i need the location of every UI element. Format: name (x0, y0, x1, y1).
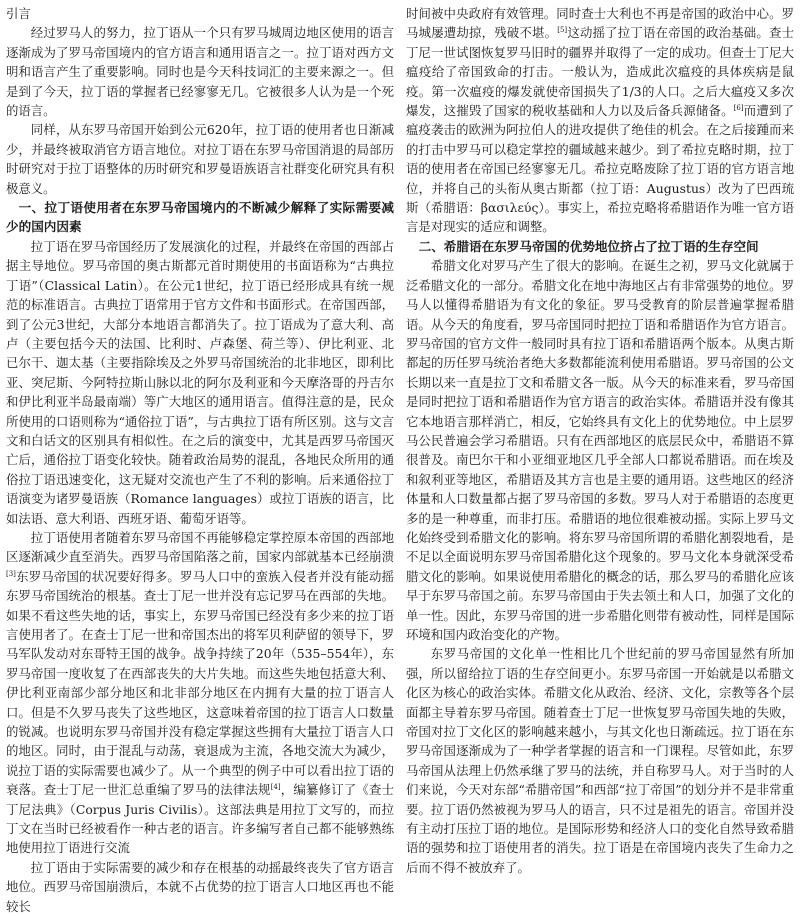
citation-ref-4: [4] (270, 783, 281, 792)
section-2-paragraph-1: 希腊文化对罗马产生了很大的影响。在诞生之初，罗马文化就属于泛希腊文化的一部分。希腊文化在地中海地区占有非常强势的地位。罗马人以懂得希腊语为有文化的象征。罗马受教育的阶层普遍掌握希腊语。从今天的角度看，罗马帝国同时把拉丁语和希腊语作为官方语言。罗马帝国的官方文件一般同时具有拉丁语和希腊语两个版本。从奥古斯都起的历任罗马统治者绝大多数都能流利使用希腊语。罗马帝国的公文长期以来一直是拉丁文和希腊文各一版。从今天的标准来看，罗马帝国是同时把拉丁语和希腊语作为官方语言的政治实体。希腊语并没有像其它本地语言那样消亡，相反，它始终具有文化上的优势地位。中上层罗马公民普遍会学习希腊语。只有在西部地区的底层民众中，希腊语不算很普及。南巴尔干和小亚细亚地区几乎全部人口都说希腊语。而在埃及和叙利亚等地区，希腊语及其方言也是主要的通用语。这些地区的经济体量和人口数量都占据了罗马帝国的多数。罗马人对于希腊语的态度更多的是一种尊重，而非打压。希腊语的地位很难被动摇。实际上罗马文化始终受到希腊文化的影响。将东罗马帝国所谓的希腊化割裂地看，是不足以全面说明东罗马帝国希腊化这个现象的。罗马文化本身就深受希腊文化的影响。如果说使用希腊化的概念的话，那么罗马的希腊化应该早于东罗马帝国之前。东罗马帝国由于失去领土和人口，加强了文化的单一性。因此，东罗马帝国的进一步希腊化则带有被动性，同样是国际环境和国内政治变化的产物。 (406, 258, 794, 642)
citation-ref-3: [3] (6, 569, 16, 578)
section-2-paragraph-2: 东罗马帝国的文化单一性相比几个世纪前的罗马帝国显然有所加强，所以留给拉丁语的生存空间更小。东罗马帝国一开始就是以希腊文化区为核心的政治实体。希腊文化从政治、经济、文化，宗教等各个层面都主导着东罗马帝国。随着查士丁尼一世恢复罗马帝国失地的失败，帝国对拉丁文化区的影响越来越小，与其文化也日渐疏远。拉丁语在东罗马帝国逐渐成为了一种学者掌握的语言和一门课程。尽管如此，东罗马帝国从法理上仍然承继了罗马的法统，并自称罗马人。对于当时的人们来说，今天对东部“希腊帝国”和西部“拉丁帝国”的划分并不是非常重要。拉丁语仍然被视为罗马人的语言，只不过是祖先的语言。帝国并没有主动打压拉丁语的地位。是国际形势和经济人口的变化自然导致希腊语的强势和拉丁语使用者的消失。拉丁语是在帝国境内丧失了生命力之后而不得不被放弃了。 (406, 646, 794, 875)
section-1-paragraph-2-text: 拉丁语使用者随着东罗马帝国不再能够稳定掌控原本帝国的西部地区逐渐减少直至消失。西罗马帝国陷落之前，国家内部就基本已经崩溃 (6, 529, 394, 565)
continuation-text-1: 时间被中央政府有效管理。同时查士大利也不再是帝国的政治中心。罗马城屡遭劫掠，残破不堪。 (406, 6, 794, 41)
citation-ref-6: [6] (733, 103, 744, 112)
continuation-text-3: 而遭到了瘟疫袭击的欧洲为阿拉伯人的进攻提供了绝佳的机会。在之后接踵而来的打击中罗马可以稳定掌控的疆域越来越少。到了希拉克略时期，拉丁语的使用者在帝国已经寥寥无几。希拉克略废除了拉丁语的官方语言地位，并将自己的头衔从奥古斯都（拉丁语：Augustus）改为了巴西琉斯（希腊语：βασιλεύς）。事实上，希拉克略将希腊语作为唯一官方语言是对现实的适应和调整。 (406, 103, 795, 235)
intro-paragraph-1: 经过罗马人的努力，拉丁语从一个只有罗马城周边地区使用的语言逐渐成为了罗马帝国境内的官方语言和通用语言之一。拉丁语对西方文明和语言产生了重要影响。同时也是今天科技词汇的主要来源之一。但是到了今天，拉丁语的掌握者已经寥寥无几。它被很多人认为是一个死的语言。 (6, 25, 394, 119)
continuation-paragraph (406, 4, 794, 237)
intro-paragraph-2: 同样，从东罗马帝国开始到公元620年，拉丁语的使用者也日渐减少，并最终被取消官方语言地位。对拉丁语在东罗马帝国消退的局部历时研究对于拉丁语整体的历时研究和罗曼语族语言社群变化研究具有积极意义。 (6, 122, 394, 196)
continuation-text-2: 这动摇了拉丁语在帝国的政治基础。查士丁尼一世试图恢复罗马旧时的疆界并取得了一定的成功。但查士丁尼大瘟疫给了帝国致命的打击。一般认为，造成此次瘟疫的具体疾病是鼠疫。第一次瘟疫的爆发就使帝国损失了1/3的人口。之后大瘟疫又多次爆发，这摧毁了国家的税收基础和人力以及后备兵源储备。 (406, 25, 795, 119)
citation-ref-5: [5] (557, 26, 568, 35)
section-2-title: 二、希腊语在东罗马帝国的优势地位挤占了拉丁语的生存空间 (418, 238, 759, 254)
intro-heading: 引言 (6, 6, 31, 21)
section-1-paragraph-2-cont: 东罗马帝国的状况要好得多。罗马人口中的蛮族入侵者并没有能动摇东罗马帝国统治的根基。查士丁尼一世并没有忘记罗马在西部的失地。如果不看这些失地的话，事实上，东罗马帝国已经没有多少来的拉丁语言使用者了。在查士丁尼一世和帝国杰出的将军贝利萨留的领导下，罗马军队发动对东哥特王国的战争。战争持续了20年（535–554年），东罗马帝国一度收复了在西部丧失的大片失地。而这些失地包括意大利、伊比利亚南部少部分地区和北非部分地区在内拥有大量的拉丁语言人口。但是不久罗马丧失了这些地区，这意味着帝国的拉丁语言人口数量的锐减。也说明东罗马帝国并没有稳定掌握这些拥有大量拉丁语言人口的地区。同时，由于混乱与动荡，衰退成为主流，各地交流大为减少，说拉丁语的实际需要也减少了。从一个典型的例子中可以看出拉丁语的衰落。查士丁尼一世汇总重编了罗马的法律法规 (6, 568, 394, 798)
section-1-paragraph-2-end: ，编纂修订了《查士丁尼法典》（Corpus Juris Civilis）。这部法典是用拉丁文写的，而拉丁文在当时已经被看作一种古老的语言。许多编写者自己都不能够熟练地使用拉丁语进行交流 (6, 782, 395, 856)
section-1-paragraph-2 (6, 528, 394, 858)
right-column (406, 4, 794, 877)
section-1-title: 一、拉丁语使用者在东罗马帝国境内的不断减少解释了实际需要减少的国内因素 (6, 200, 394, 235)
section-1-paragraph-3: 拉丁语由于实际需要的减少和存在根基的动摇最终丧失了官方语言地位。西罗马帝国崩溃后，本就不占优势的拉丁语言人口地区再也不能较长 (6, 859, 394, 914)
section-1-paragraph-1: 拉丁语在罗马帝国经历了发展演化的过程，并最终在帝国的西部占据主导地位。罗马帝国的奥古斯都元首时期使用的书面语称为“古典拉丁语”（Classical Latin）。在公元1世纪，拉丁语已经形成具有统一规范的标准语言。古典拉丁语常用于官方文件和书面形式。在帝国西部，到了公元3世纪，大部分本地语言都消失了。拉丁语成为了意大利、高卢（主要包括今天的法国、比利时、卢森堡、荷兰等）、伊比利亚、北已尔干、迦太基（主要指除埃及之外罗马帝国统治的北非地区，即利比亚、突尼斯、今阿特拉斯山脉以北的阿尔及利亚和今天摩洛哥的丹吉尔和伊比利亚半岛最南端）等广大地区的通用语言。值得注意的是，民众所使用的口语则称为“通俗拉丁语”，与古典拉丁语有所区别。这与文言文和白话文的区别具有相似性。在之后的演变中，尤其是西罗马帝国灭亡后，通俗拉丁语变化较快。随着政治局势的混乱，各地民众所用的通俗拉丁语迅速变化，这无疑对交流也产生了不利的影响。后来通俗拉丁语演变为诸罗曼语族（Romance languages）或拉丁语族的语言，比如法语、意大利语、西班牙语、葡萄牙语等。 (6, 238, 394, 526)
left-column (6, 4, 394, 916)
